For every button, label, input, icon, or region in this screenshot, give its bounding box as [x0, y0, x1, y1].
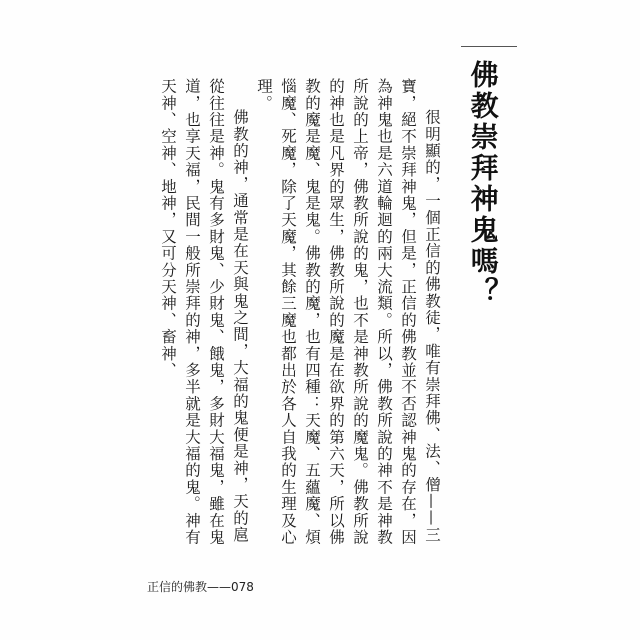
chapter-title: 佛教崇拜神鬼嗎？: [466, 60, 500, 308]
title-rule: [461, 46, 517, 47]
paragraph-1: 很明顯的，一個正信的佛教徒，唯有崇拜佛、法、僧——三寶，絕不崇拜神鬼，但是，正信的佛教並不否認神鬼的存在，因為神鬼也是六道輪迴的兩大流類。所以，佛教所說的神不是神教所說的上帝，佛教所說的鬼，也不是神教所說的魔鬼。佛教所說的神也是凡界的眾生，佛教所說的魔是在欲界的第六天，所以佛教的魔是魔、鬼是鬼。佛教的魔，也有四種：天魔、五蘊魔、煩惱魔、死魔，除了天魔，其餘三魔也都出於各人自我的生理及心理。: [255, 78, 441, 546]
page-footer: 正信的佛教——078: [147, 580, 254, 594]
paragraph-2: 佛教的神，通常是在天與鬼之間，大福的鬼便是神，天的扈從往往是神。鬼有多財鬼、少財鬼、餓鬼，多財大福鬼，雖在鬼道，也享天福，民間一般所崇拜的神，多半就是大福的鬼。神有天神、空神、地神，又可分天神、畜神、: [159, 78, 249, 546]
body-text: [156, 78, 444, 558]
